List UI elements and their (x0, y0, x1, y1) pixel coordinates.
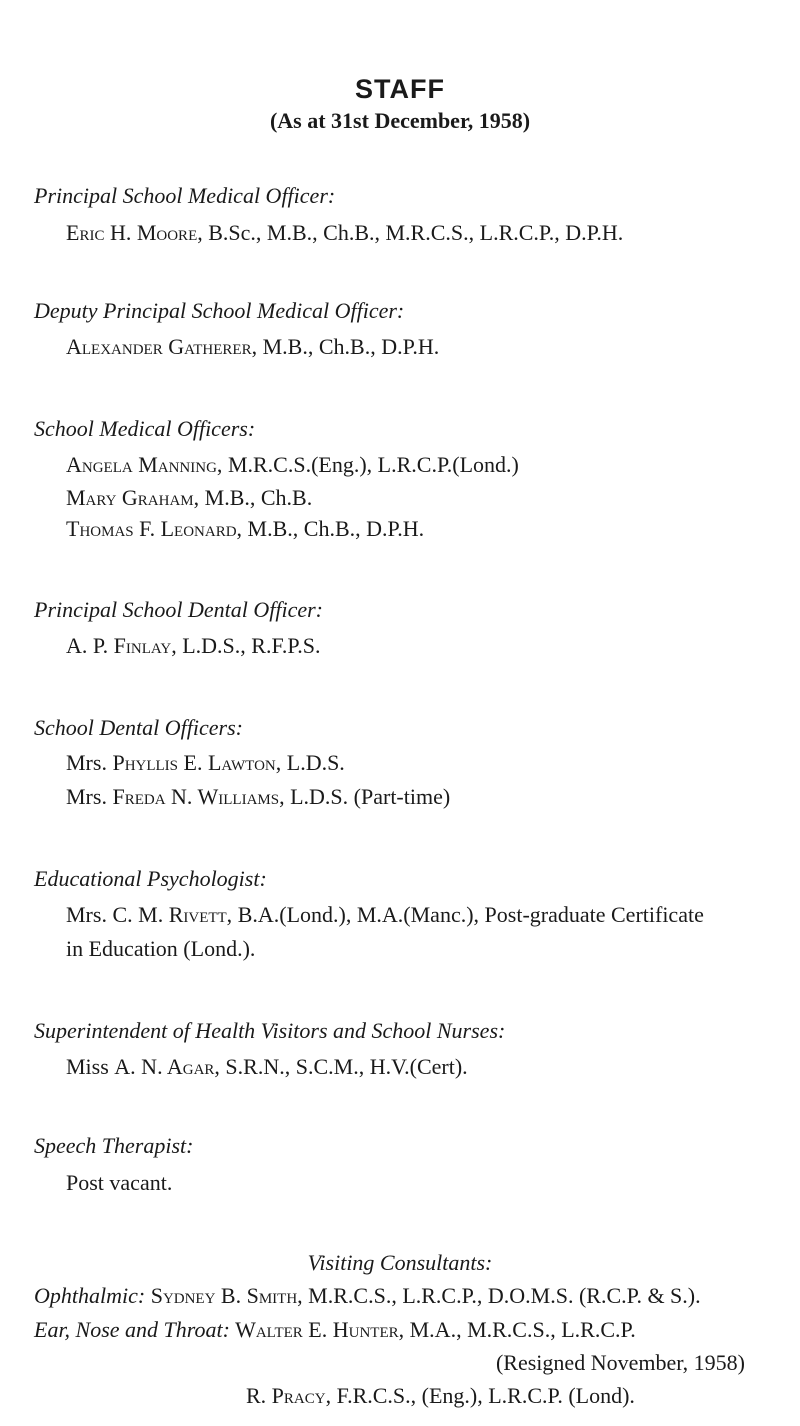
staff-qualifications: L.D.S. (Part-time) (284, 784, 451, 809)
staff-name: Angela Manning, (66, 452, 223, 477)
staff-entry (66, 1054, 468, 1080)
staff-name: C. M. Rivett, (112, 902, 233, 927)
consultant-ophthalmic (34, 1283, 701, 1309)
staff-qualifications: L.D.S. (281, 750, 345, 775)
consultant-qualifications: M.A., M.R.C.S., L.R.C.P. (404, 1317, 636, 1342)
consultant-qualifications: F.R.C.S., (Eng.), L.R.C.P. (Lond). (331, 1383, 635, 1408)
consultant-name: Sydney B. Smith, (145, 1283, 303, 1308)
staff-name: Freda N. Williams, (112, 784, 285, 809)
staff-title: Miss (66, 1054, 115, 1079)
staff-qualifications: M.R.C.S.(Eng.), L.R.C.P.(Lond.) (222, 452, 519, 477)
consultant-name: R. Pracy, (246, 1383, 332, 1408)
staff-qualifications: M.B., Ch.B. (199, 485, 313, 510)
staff-title: Mrs. (66, 784, 113, 809)
consultant-ent (34, 1317, 636, 1343)
staff-name: Eric H. Moore, (66, 220, 203, 245)
staff-entry (66, 633, 320, 659)
staff-name: Thomas F. Leonard, (66, 516, 243, 541)
consultant-specialty: Ophthalmic: (34, 1283, 146, 1308)
page-title: STAFF (355, 74, 445, 104)
staff-title: Mrs. (66, 902, 113, 927)
staff-entry (66, 784, 450, 810)
section-heading: Superintendent of Health Visitors and School Nurses: (34, 1018, 506, 1043)
staff-qualifications: Post vacant. (66, 1170, 173, 1195)
staff-qualifications: M.B., Ch.B., D.P.H. (257, 334, 440, 359)
staff-title: Mrs. (66, 750, 113, 775)
consultants-heading: Visiting Consultants: (307, 1250, 493, 1275)
appointment-note: (Resigned November, 1958) (495, 1350, 745, 1375)
staff-entry (66, 516, 424, 542)
staff-qualifications: M.B., Ch.B., D.P.H. (242, 516, 425, 541)
staff-entry (66, 334, 439, 360)
section-heading: Speech Therapist: (34, 1133, 194, 1158)
staff-qualifications: B.Sc., M.B., Ch.B., M.R.C.S., L.R.C.P., D.P.H. (202, 220, 624, 245)
section-heading: Deputy Principal School Medical Officer: (34, 298, 405, 323)
section-heading: School Medical Officers: (34, 416, 256, 441)
consultant-qualifications: M.R.C.S., L.R.C.P., D.O.M.S. (R.C.P. & S.). (302, 1283, 701, 1308)
consultant-name: Walter E. Hunter, (229, 1317, 405, 1342)
section-heading: Educational Psychologist: (34, 866, 267, 891)
consultant-ent-2 (246, 1383, 635, 1409)
staff-name: Alexander Gatherer, (66, 334, 258, 359)
staff-qualifications: in Education (Lond.). (66, 936, 256, 961)
staff-entry (66, 750, 345, 776)
staff-qualifications: S.R.N., S.C.M., H.V.(Cert). (219, 1054, 468, 1079)
staff-qualifications: L.D.S., R.F.P.S. (176, 633, 321, 658)
section-heading: School Dental Officers: (34, 715, 243, 740)
staff-entry (66, 1170, 172, 1196)
staff-name: A. N. Agar, (114, 1054, 220, 1079)
section-heading: Principal School Medical Officer: (34, 183, 336, 208)
staff-name: A. P. Finlay, (66, 633, 177, 658)
staff-name: Mary Graham, (66, 485, 200, 510)
staff-entry (66, 220, 623, 246)
staff-name: Phyllis E. Lawton, (112, 750, 282, 775)
consultant-specialty: Ear, Nose and Throat: (34, 1317, 230, 1342)
page-subtitle: (As at 31st December, 1958) (269, 108, 531, 133)
staff-entry (66, 902, 704, 928)
section-heading: Principal School Dental Officer: (34, 597, 323, 622)
staff-entry (66, 452, 519, 478)
staff-entry (66, 485, 312, 511)
staff-qualifications: B.A.(Lond.), M.A.(Manc.), Post-graduate Certificate (232, 902, 704, 927)
staff-entry-continuation (66, 936, 255, 962)
